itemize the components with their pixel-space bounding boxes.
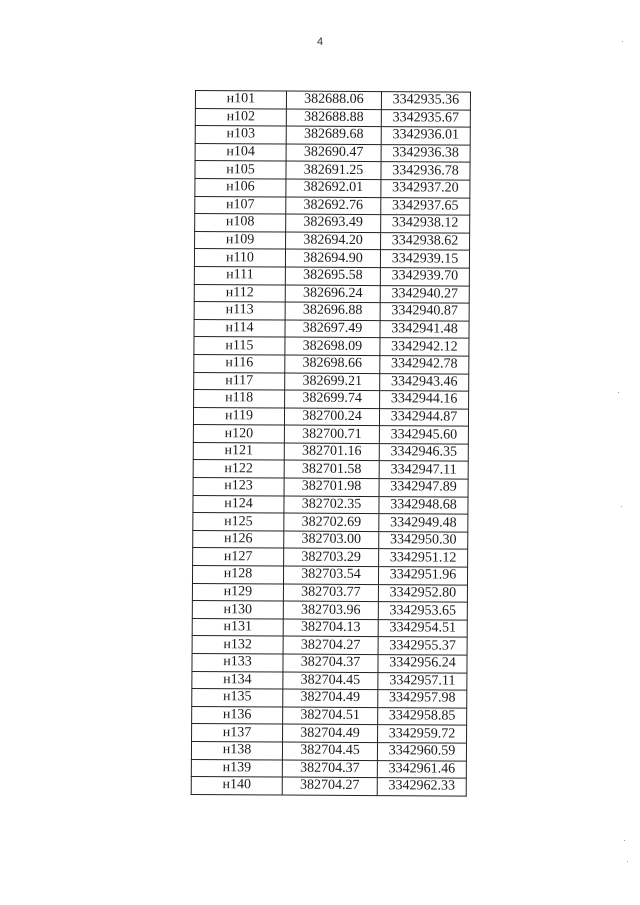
table-row	[195, 214, 470, 233]
point-id-cell: н110	[194, 249, 285, 267]
y-coordinate-cell: 3342936.38	[381, 144, 470, 162]
point-id-cell: н107	[195, 196, 286, 214]
y-coordinate-cell: 3342941.48	[380, 320, 469, 338]
x-coordinate-cell: 382688.88	[286, 109, 381, 127]
x-coordinate-cell: 382693.49	[286, 214, 381, 232]
table-row	[191, 759, 466, 778]
x-coordinate-cell: 382700.71	[284, 425, 379, 443]
y-coordinate-cell: 3342938.12	[381, 215, 470, 233]
y-coordinate-cell: 3342951.12	[379, 549, 468, 567]
x-coordinate-cell: 382691.25	[286, 161, 381, 179]
point-id-cell: н127	[193, 548, 284, 566]
point-id-cell: н135	[192, 689, 283, 707]
point-id-cell: н140	[191, 777, 282, 795]
scan-speck	[627, 861, 628, 862]
x-coordinate-cell: 382704.49	[283, 724, 378, 742]
y-coordinate-cell: 3342953.65	[378, 602, 467, 620]
y-coordinate-cell: 3342942.78	[380, 356, 469, 374]
table-row	[194, 372, 469, 391]
point-id-cell: н102	[195, 108, 286, 126]
y-coordinate-cell: 3342935.36	[381, 92, 470, 110]
table-row	[192, 601, 467, 620]
table-row	[194, 337, 469, 356]
table-row	[195, 178, 470, 197]
table-row	[193, 407, 468, 426]
x-coordinate-cell: 382696.88	[285, 302, 380, 320]
scan-speck	[624, 840, 625, 841]
x-coordinate-cell: 382702.35	[284, 496, 379, 514]
x-coordinate-cell: 382700.24	[284, 408, 379, 426]
x-coordinate-cell: 382704.37	[282, 760, 377, 778]
x-coordinate-cell: 382696.24	[285, 285, 380, 303]
y-coordinate-cell: 3342947.11	[379, 461, 468, 479]
x-coordinate-cell: 382704.13	[283, 619, 378, 637]
point-id-cell: н117	[194, 372, 285, 390]
table-row	[192, 671, 467, 690]
table-row	[194, 354, 469, 373]
y-coordinate-cell: 3342938.62	[381, 232, 470, 250]
point-id-cell: н103	[195, 126, 286, 144]
x-coordinate-cell: 382703.00	[284, 531, 379, 549]
point-id-cell: н116	[194, 354, 285, 372]
coordinates-table	[191, 90, 471, 796]
table-row	[194, 249, 469, 268]
point-id-cell: н111	[194, 266, 285, 284]
table-row	[193, 442, 468, 461]
point-id-cell: н119	[193, 407, 284, 425]
point-id-cell: н134	[192, 671, 283, 689]
x-coordinate-cell: 382704.27	[283, 636, 378, 654]
x-coordinate-cell: 382702.69	[284, 513, 379, 531]
y-coordinate-cell: 3342936.01	[381, 127, 470, 145]
x-coordinate-cell: 382703.96	[283, 601, 378, 619]
table-row	[192, 689, 467, 708]
y-coordinate-cell: 3342939.15	[380, 250, 469, 268]
table-row	[192, 583, 467, 602]
point-id-cell: н113	[194, 302, 285, 320]
y-coordinate-cell: 3342949.48	[379, 514, 468, 532]
point-id-cell: н132	[192, 636, 283, 654]
x-coordinate-cell: 382690.47	[286, 144, 381, 162]
y-coordinate-cell: 3342939.70	[380, 268, 469, 286]
table-row	[195, 126, 470, 145]
y-coordinate-cell: 3342940.27	[380, 285, 469, 303]
x-coordinate-cell: 382704.45	[283, 672, 378, 690]
y-coordinate-cell: 3342944.16	[380, 391, 469, 409]
point-id-cell: н131	[192, 618, 283, 636]
point-id-cell: н130	[192, 601, 283, 619]
y-coordinate-cell: 3342943.46	[380, 373, 469, 391]
table-row	[192, 618, 467, 637]
y-coordinate-cell: 3342956.24	[378, 655, 467, 673]
y-coordinate-cell: 3342948.68	[379, 496, 468, 514]
scan-speck	[618, 392, 619, 393]
x-coordinate-cell: 382704.37	[283, 654, 378, 672]
x-coordinate-cell: 382698.09	[285, 337, 380, 355]
y-coordinate-cell: 3342961.46	[377, 760, 466, 778]
y-coordinate-cell: 3342958.85	[378, 707, 467, 725]
y-coordinate-cell: 3342946.35	[379, 444, 468, 462]
x-coordinate-cell: 382701.98	[284, 478, 379, 496]
point-id-cell: н118	[194, 390, 285, 408]
y-coordinate-cell: 3342950.30	[379, 531, 468, 549]
table-row	[193, 548, 468, 567]
point-id-cell: н109	[195, 231, 286, 249]
y-coordinate-cell: 3342957.98	[378, 690, 467, 708]
table-row	[194, 319, 469, 338]
y-coordinate-cell: 3342936.78	[381, 162, 470, 180]
table-row	[191, 777, 466, 796]
table-row	[192, 706, 467, 725]
x-coordinate-cell: 382703.77	[283, 584, 378, 602]
point-id-cell: н128	[192, 566, 283, 584]
y-coordinate-cell: 3342959.72	[378, 725, 467, 743]
y-coordinate-cell: 3342962.33	[377, 778, 466, 796]
point-id-cell: н115	[194, 337, 285, 355]
table-row	[193, 495, 468, 514]
x-coordinate-cell: 382695.58	[285, 267, 380, 285]
table-row	[194, 302, 469, 321]
table-row	[195, 108, 470, 127]
table-row	[195, 91, 470, 110]
table-row	[195, 161, 470, 180]
table-row	[191, 741, 466, 760]
y-coordinate-cell: 3342947.89	[379, 479, 468, 497]
x-coordinate-cell: 382692.01	[286, 179, 381, 197]
x-coordinate-cell: 382694.90	[285, 249, 380, 267]
y-coordinate-cell: 3342960.59	[377, 743, 466, 761]
x-coordinate-cell: 382694.20	[286, 232, 381, 250]
table-row	[192, 566, 467, 585]
point-id-cell: н137	[192, 724, 283, 742]
y-coordinate-cell: 3342937.65	[381, 197, 470, 215]
point-id-cell: н125	[193, 513, 284, 531]
point-id-cell: н124	[193, 495, 284, 513]
x-coordinate-cell: 382701.58	[284, 461, 379, 479]
point-id-cell: н108	[195, 214, 286, 232]
y-coordinate-cell: 3342944.87	[379, 408, 468, 426]
table-row	[192, 724, 467, 743]
y-coordinate-cell: 3342937.20	[381, 180, 470, 198]
x-coordinate-cell: 382698.66	[285, 355, 380, 373]
x-coordinate-cell: 382699.21	[285, 373, 380, 391]
y-coordinate-cell: 3342951.96	[378, 567, 467, 585]
x-coordinate-cell: 382704.45	[282, 742, 377, 760]
point-id-cell: н120	[193, 425, 284, 443]
table-row	[193, 513, 468, 532]
y-coordinate-cell: 3342957.11	[378, 672, 467, 690]
y-coordinate-cell: 3342935.67	[381, 109, 470, 127]
point-id-cell: н123	[193, 478, 284, 496]
table-row	[194, 284, 469, 303]
y-coordinate-cell: 3342952.80	[378, 584, 467, 602]
point-id-cell: н101	[195, 91, 286, 109]
y-coordinate-cell: 3342955.37	[378, 637, 467, 655]
point-id-cell: н138	[191, 741, 282, 759]
y-coordinate-cell: 3342954.51	[378, 619, 467, 637]
x-coordinate-cell: 382701.16	[284, 443, 379, 461]
point-id-cell: н139	[191, 759, 282, 777]
x-coordinate-cell: 382692.76	[286, 197, 381, 215]
x-coordinate-cell: 382704.27	[282, 777, 377, 795]
table-row	[193, 530, 468, 549]
x-coordinate-cell: 382689.68	[286, 126, 381, 144]
table-row	[193, 460, 468, 479]
point-id-cell: н112	[194, 284, 285, 302]
table-row	[192, 653, 467, 672]
table-row	[195, 231, 470, 250]
y-coordinate-cell: 3342940.87	[380, 303, 469, 321]
x-coordinate-cell: 382699.74	[285, 390, 380, 408]
x-coordinate-cell: 382704.51	[283, 707, 378, 725]
x-coordinate-cell: 382703.54	[283, 566, 378, 584]
point-id-cell: н133	[192, 653, 283, 671]
table-row	[193, 478, 468, 497]
scan-speck	[622, 41, 623, 42]
table-row	[194, 390, 469, 409]
table-row	[195, 143, 470, 162]
table-row	[194, 266, 469, 285]
point-id-cell: н104	[195, 143, 286, 161]
x-coordinate-cell: 382688.06	[286, 91, 381, 109]
table-row	[193, 425, 468, 444]
table-row	[192, 636, 467, 655]
point-id-cell: н121	[193, 442, 284, 460]
point-id-cell: н136	[192, 706, 283, 724]
point-id-cell: н126	[193, 530, 284, 548]
x-coordinate-cell: 382704.49	[283, 689, 378, 707]
page-number: 4	[316, 36, 324, 48]
scan-speck	[621, 506, 622, 507]
point-id-cell: н105	[195, 161, 286, 179]
point-id-cell: н114	[194, 319, 285, 337]
point-id-cell: н122	[193, 460, 284, 478]
point-id-cell: н129	[192, 583, 283, 601]
x-coordinate-cell: 382697.49	[285, 320, 380, 338]
y-coordinate-cell: 3342945.60	[379, 426, 468, 444]
table-row	[195, 196, 470, 215]
coordinates-table-body	[191, 91, 470, 796]
point-id-cell: н106	[195, 178, 286, 196]
x-coordinate-cell: 382703.29	[284, 548, 379, 566]
y-coordinate-cell: 3342942.12	[380, 338, 469, 356]
